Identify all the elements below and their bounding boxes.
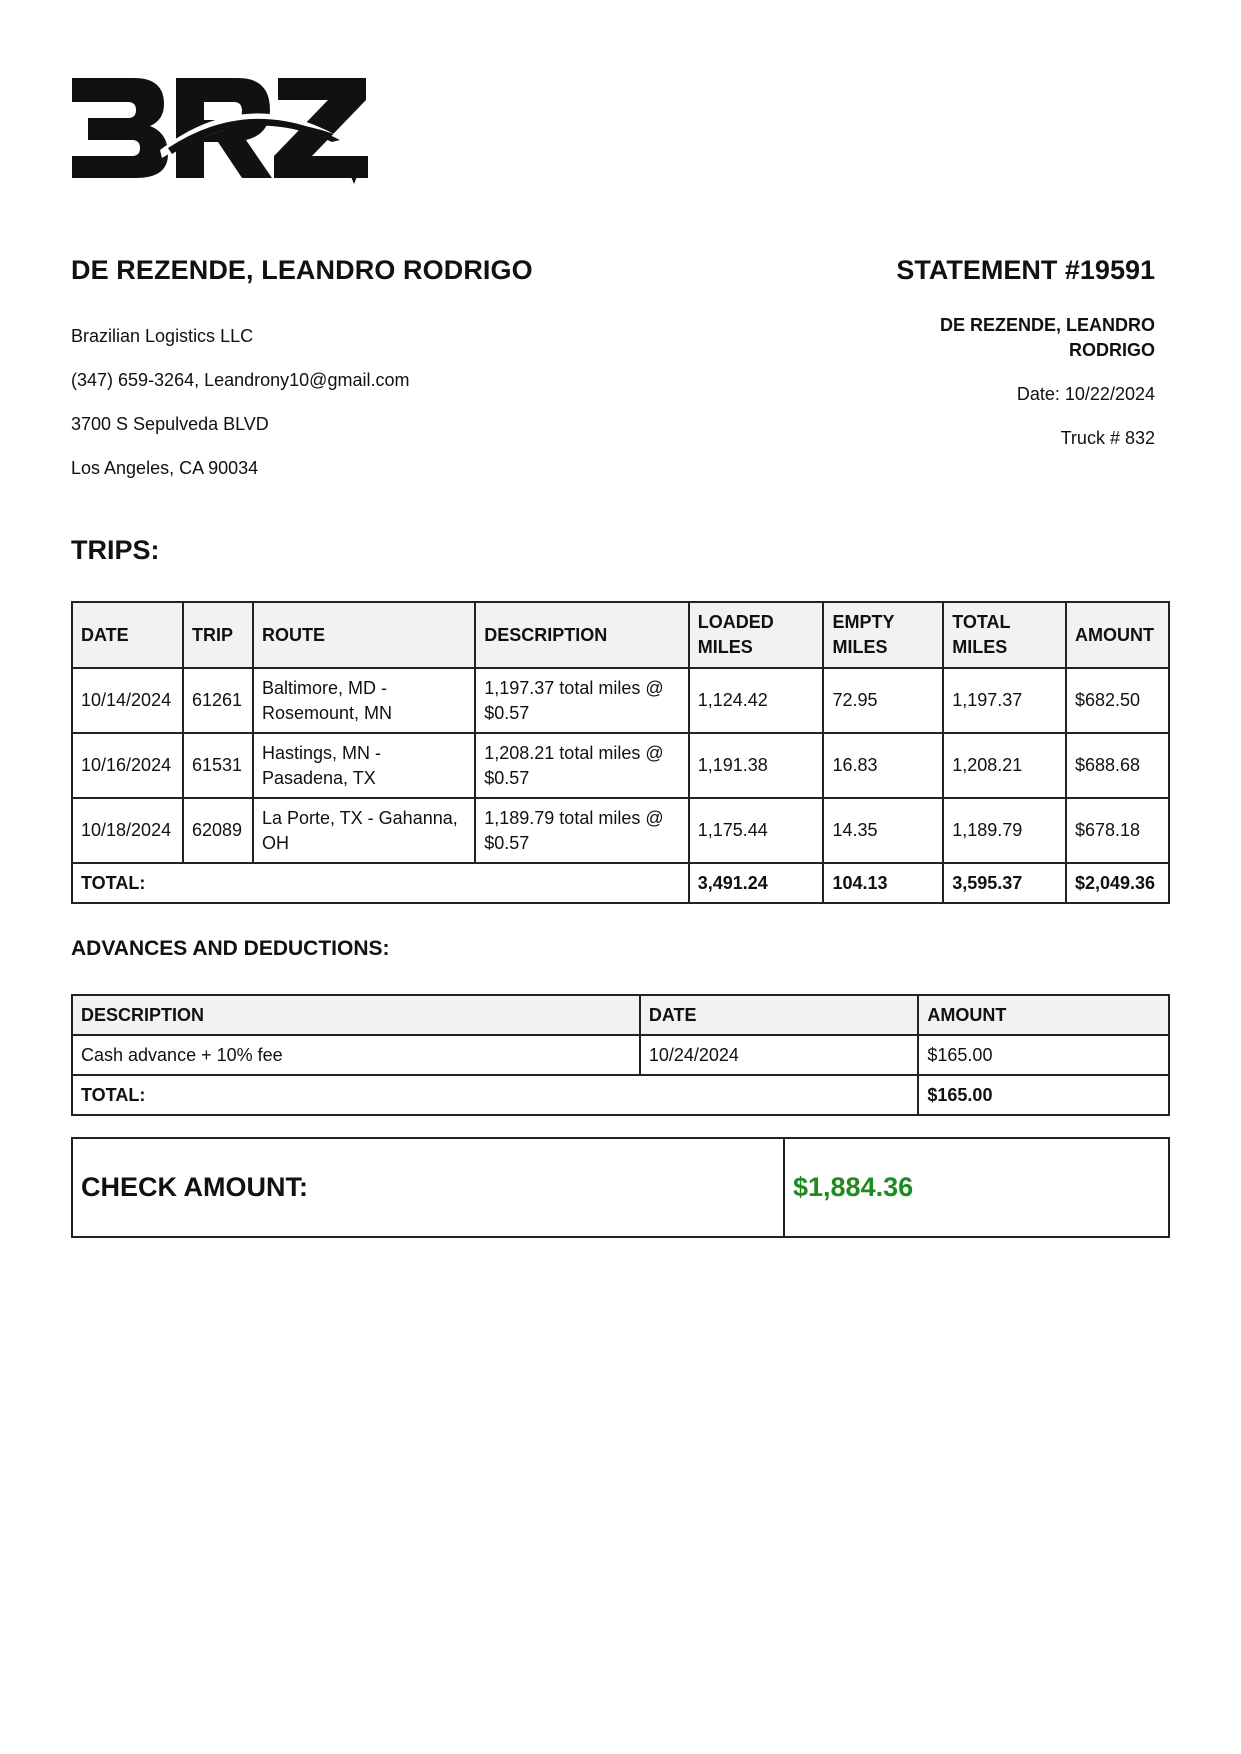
trips-total-row <box>72 863 1169 903</box>
table-row <box>72 733 1169 798</box>
column-header: TOTAL MILES <box>943 602 1066 668</box>
total-miles: 3,595.37 <box>943 863 1066 903</box>
trips-title: TRIPS: <box>71 535 160 565</box>
company-name: Brazilian Logistics LLC <box>71 326 254 346</box>
trip-amount: $678.18 <box>1066 798 1169 863</box>
total-loaded-miles: 3,491.24 <box>689 863 824 903</box>
statement-meta <box>895 313 1155 451</box>
table-row <box>72 1035 1169 1075</box>
check-amount-row <box>72 1138 1169 1237</box>
statement-number-heading: STATEMENT #19591 <box>896 255 1155 285</box>
trip-amount: $688.68 <box>1066 733 1169 798</box>
column-header: EMPTY MILES <box>823 602 943 668</box>
trips-table <box>71 601 1170 904</box>
trip-route: Baltimore, MD - Rosemount, MN <box>253 668 475 733</box>
advances-header-row <box>72 995 1169 1035</box>
check-amount-box <box>71 1137 1170 1238</box>
trip-date: 10/14/2024 <box>72 668 183 733</box>
trip-empty-miles: 14.35 <box>823 798 943 863</box>
trip-number: 61261 <box>183 668 253 733</box>
trips-header-row <box>72 602 1169 668</box>
advance-description: Cash advance + 10% fee <box>72 1035 640 1075</box>
trip-number: 61531 <box>183 733 253 798</box>
advance-amount: $165.00 <box>918 1035 1169 1075</box>
trip-loaded-miles: 1,124.42 <box>689 668 824 733</box>
table-row <box>72 668 1169 733</box>
trip-date: 10/18/2024 <box>72 798 183 863</box>
trip-description: 1,208.21 total miles @ $0.57 <box>475 733 689 798</box>
column-header: DESCRIPTION <box>72 995 640 1035</box>
advances-total-row <box>72 1075 1169 1115</box>
trip-total-miles: 1,189.79 <box>943 798 1066 863</box>
trip-description: 1,197.37 total miles @ $0.57 <box>475 668 689 733</box>
trips-total-label: TOTAL: <box>72 863 689 903</box>
trip-number: 62089 <box>183 798 253 863</box>
trip-route: La Porte, TX - Gahanna, OH <box>253 798 475 863</box>
column-header: DESCRIPTION <box>475 602 689 668</box>
statement-date: Date: 10/22/2024 <box>1016 384 1155 404</box>
contact-block <box>71 314 409 490</box>
trip-description: 1,189.79 total miles @ $0.57 <box>475 798 689 863</box>
trip-date: 10/16/2024 <box>72 733 183 798</box>
phone-email: (347) 659-3264, Leandrony10@gmail.com <box>71 370 410 390</box>
advance-date: 10/24/2024 <box>640 1035 919 1075</box>
check-amount-label: CHECK AMOUNT: <box>72 1138 784 1237</box>
trip-amount: $682.50 <box>1066 668 1169 733</box>
column-header: LOADED MILES <box>689 602 824 668</box>
column-header: AMOUNT <box>1066 602 1169 668</box>
trip-route: Hastings, MN - Pasadena, TX <box>253 733 475 798</box>
table-row <box>72 798 1169 863</box>
column-header: ROUTE <box>253 602 475 668</box>
city-state-zip: Los Angeles, CA 90034 <box>71 458 259 478</box>
trip-loaded-miles: 1,175.44 <box>689 798 824 863</box>
trip-loaded-miles: 1,191.38 <box>689 733 824 798</box>
driver-name-heading: DE REZENDE, LEANDRO RODRIGO <box>71 255 533 285</box>
check-amount-value: $1,884.36 <box>784 1138 1169 1237</box>
street-address: 3700 S Sepulveda BLVD <box>71 414 269 434</box>
trip-empty-miles: 16.83 <box>823 733 943 798</box>
advances-table <box>71 994 1170 1116</box>
advances-total-amount: $165.00 <box>918 1075 1169 1115</box>
column-header: TRIP <box>183 602 253 668</box>
advances-total-label: TOTAL: <box>72 1075 918 1115</box>
total-amount: $2,049.36 <box>1066 863 1169 903</box>
trip-total-miles: 1,197.37 <box>943 668 1066 733</box>
trip-empty-miles: 72.95 <box>823 668 943 733</box>
column-header: DATE <box>640 995 919 1035</box>
meta-driver-name: DE REZENDE, LEANDRO RODRIGO <box>939 315 1155 360</box>
column-header: AMOUNT <box>918 995 1169 1035</box>
company-logo <box>72 78 392 193</box>
trip-total-miles: 1,208.21 <box>943 733 1066 798</box>
truck-number: Truck # 832 <box>1060 428 1155 448</box>
total-empty-miles: 104.13 <box>823 863 943 903</box>
brz-logo-icon <box>72 78 392 193</box>
advances-title: ADVANCES AND DEDUCTIONS: <box>71 937 390 960</box>
column-header: DATE <box>72 602 183 668</box>
